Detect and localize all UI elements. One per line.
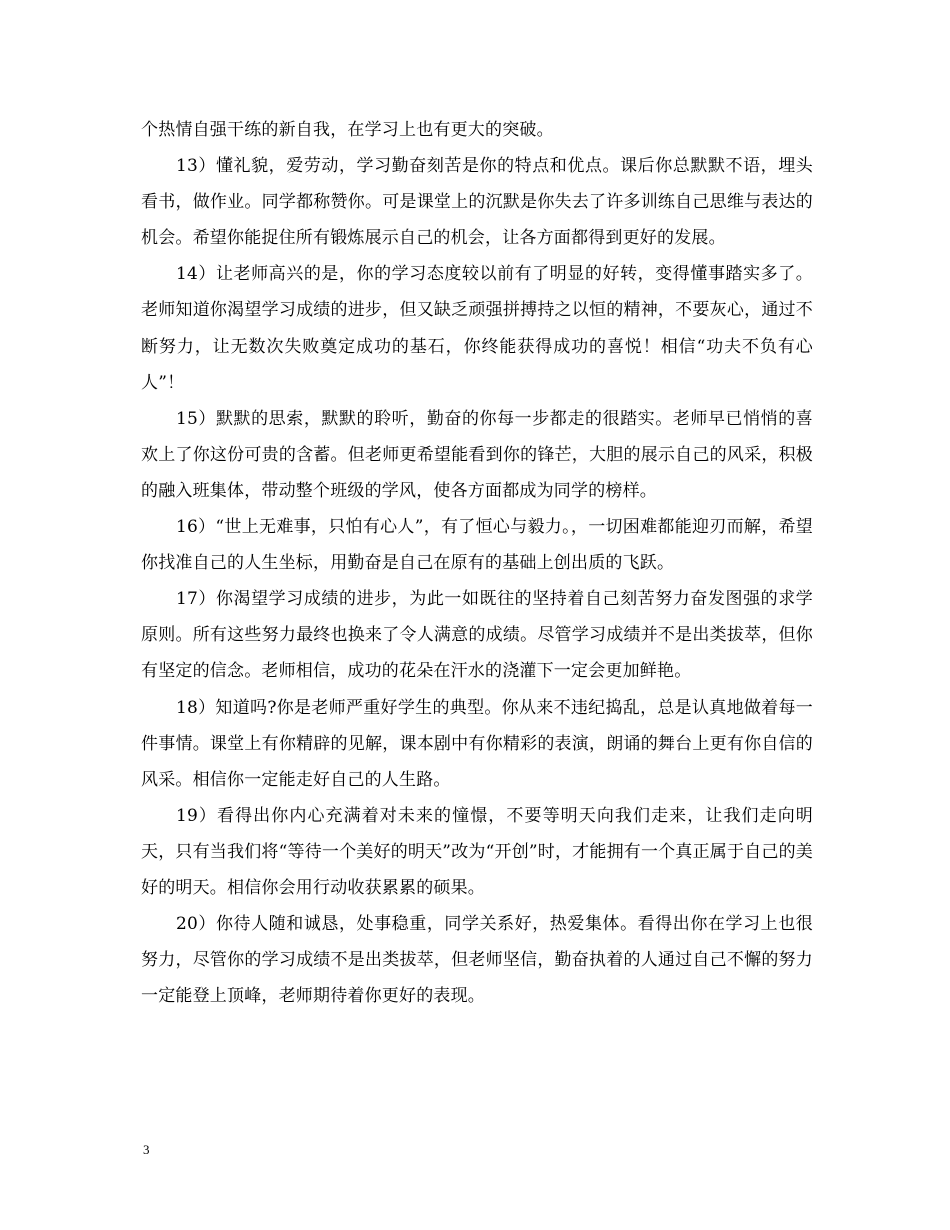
- paragraph-item-15: 15）默默的思索，默默的聆听，勤奋的你每一步都走的很踏实。老师早已悄悄的喜欢上了你这份可贵的含蓄。但老师更希望能看到你的锋芒，大胆的展示自己的风采，积极的融入班集体，带动整个班级的学风，使各方面都成为同学的榜样。: [141, 408, 813, 501]
- paragraph-continuation: 个热情自强干练的新自我，在学习上也有更大的突破。: [141, 120, 554, 140]
- paragraph-item-17: 17）你渴望学习成绩的进步，为此一如既往的坚持着自己刻苦努力奋发图强的求学原则。所有这些努力最终也换来了令人满意的成绩。尽管学习成绩并不是出类拔萃，但你有坚定的信念。老师相信，成功的花朵在汗水的浇灌下一定会更加鲜艳。: [141, 589, 813, 682]
- page-number: 3: [143, 1142, 150, 1157]
- paragraph-item-14: 14）让老师高兴的是，你的学习态度较以前有了明显的好转，变得懂事踏实多了。老师知道你渴望学习成绩的进步，但又缺乏顽强拼搏持之以恒的精神，不要灰心，通过不断努力，让无数次失败奠定成功的基石，你终能获得成功的喜悦！相信“功夫不负有心人”！: [141, 264, 813, 393]
- document-body: [141, 112, 813, 1014]
- paragraph-item-16: 16）“世上无难事，只怕有心人”，有了恒心与毅力。，一切困难都能迎刃而解，希望你找准自己的人生坐标，用勤奋是自己在原有的基础上创出质的飞跃。: [141, 517, 813, 574]
- paragraph-item-19: 19）看得出你内心充满着对未来的憧憬，不要等明天向我们走来，让我们走向明天，只有当我们将“等待一个美好的明天”改为“开创”时，才能拥有一个真正属于自己的美好的明天。相信你会用行动收获累累的硕果。: [141, 805, 813, 898]
- paragraph-item-18: 18）知道吗?你是老师严重好学生的典型。你从来不违纪捣乱，总是认真地做着每一件事情。课堂上有你精辟的见解，课本剧中有你精彩的表演，朗诵的舞台上更有你自信的风采。相信你一定能走好自己的人生路。: [141, 697, 813, 790]
- paragraph-item-13: 13）懂礼貌，爱劳动，学习勤奋刻苦是你的特点和优点。课后你总默默不语，埋头看书，做作业。同学都称赞你。可是课堂上的沉默是你失去了许多训练自己思维与表达的机会。希望你能捉住所有锻炼展示自己的机会，让各方面都得到更好的发展。: [141, 156, 813, 249]
- paragraph-item-20: 20）你待人随和诚恳，处事稳重，同学关系好，热爱集体。看得出你在学习上也很努力，尽管你的学习成绩不是出类拔萃，但老师坚信，勤奋执着的人通过自己不懈的努力一定能登上顶峰，老师期待着你更好的表现。: [141, 914, 813, 1007]
